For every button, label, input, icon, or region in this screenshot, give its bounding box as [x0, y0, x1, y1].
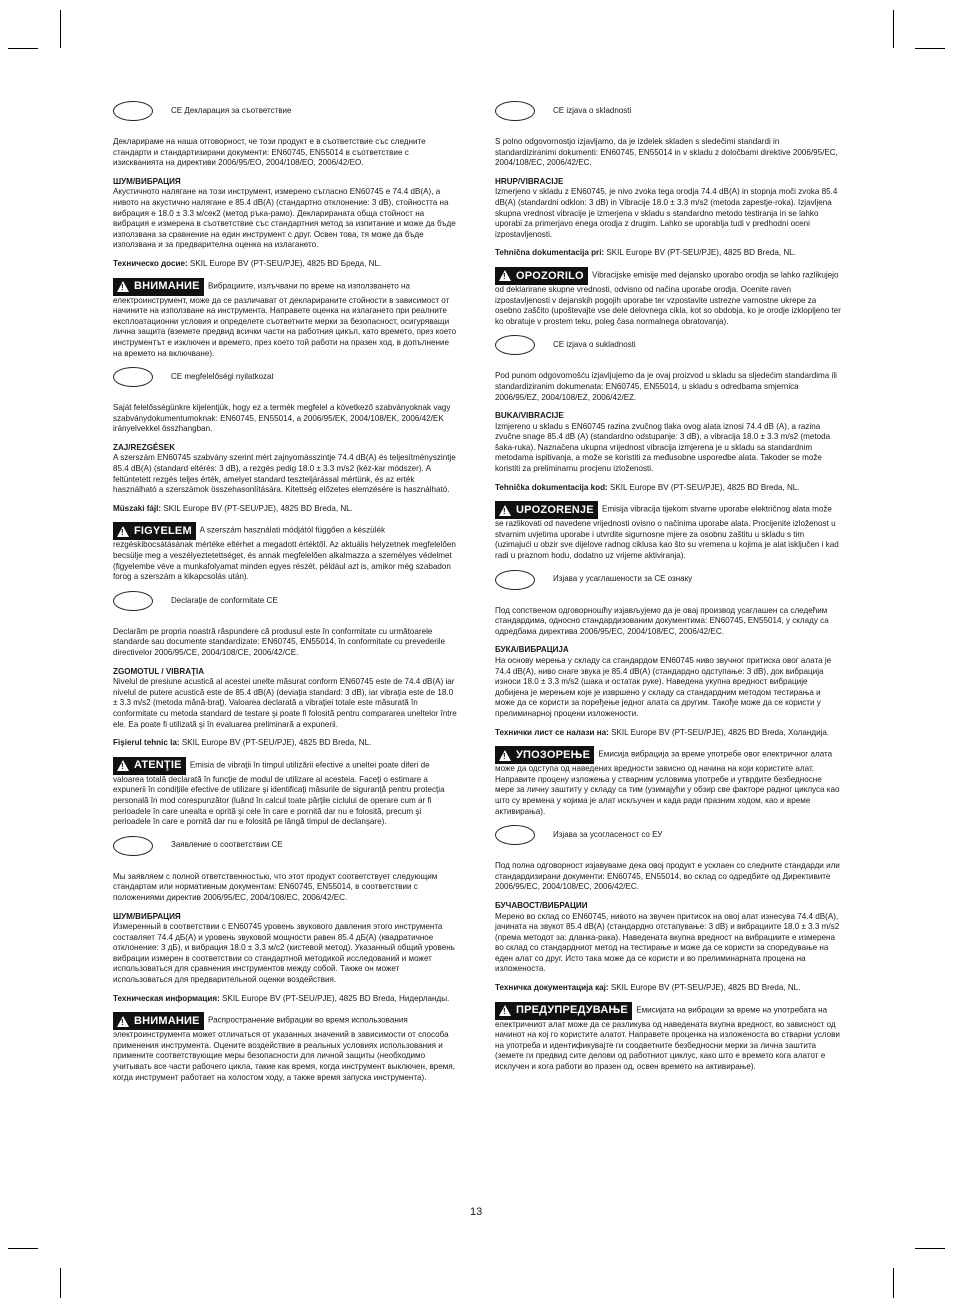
noise-heading: HRUP/VIBRACIJE	[495, 176, 564, 186]
warning-label: OPOZORILO	[516, 269, 584, 282]
ce-heading	[495, 101, 841, 121]
warning-label: UPOZORENJE	[516, 503, 594, 516]
tech-file-value: SKIL Europe BV (PT-SEU/PJE), 4825 BD Breda, NL.	[161, 503, 353, 513]
ce-logo-oval-icon	[113, 836, 153, 856]
warning-badge	[113, 522, 196, 540]
right-column	[495, 101, 841, 1081]
warning-label: ATENŢIE	[134, 759, 182, 772]
warning-paragraph	[113, 278, 459, 360]
ce-logo-oval-icon	[495, 570, 535, 590]
declaration-text: Декларираме на наша отговорност, че този продукт е в съответствие със следните стандарти и стандартизирани документи: EN60745, EN55014 в съответствие с изискванията на директиви 2006/95/EO, 2004/108/EO, 2006/42/EO.	[113, 137, 426, 168]
warning-badge	[113, 1012, 204, 1030]
noise-text: На основу мерења у складу са стандардом EN60745 ниво звучног притиска овог алата је 74.4 dB(A), ниво снаге звука је 85.4 dB(A) (стандардно одступање: 3 dB), док вибрација износи 18.0 ± 3.3 m/s2 (шака и остатак руке). Наведена укупна вредност вибрације добијена је мерењем које је извршено у складу са стандардним методом тестирања и може да се користи за поређење једног алата са другим. Такође може да се користи у прелиминарној процени изложености.	[495, 656, 832, 718]
noise-text: Izmerjeno v skladu z EN60745, je nivo zvoka tega orodja 74.4 dB(A) in stopnja moči zvoka 85.4 dB(A) (standardni odklon: 3 dB) in Vibracije 18.0 ± 3.3 m/s2 (metoda zapestje-roka). Izjavljena skupna vrednost vibracije je izmerjena v skladu s standardno metodo testiranja in se lahko uporabi za primerjavo enega orodja z drugim. Lahko se uporablja tudi v predhodni oceni izpostavljenosti.	[495, 187, 838, 239]
warning-text: Распространение вибрации во время использования электроинструмента может отличаться от указанных значений в зависимости от способа применения инструмента. Оцените воздействие в реальных условиях использования и примените соответствующие меры безопасности для личной защиты (необходимо учитывать все части рабочего цикла, такие как время, когда инструмент выключен, время, когда инструмент работает на холостом ходу, а также время запуска инструмента).	[113, 1015, 456, 1082]
noise-text: Nivelul de presiune acustică al acestei unelte măsurat conform EN60745 este de 74.4 dB(A) iar nivelul de putere acustică este de 85.4 dB(A) (deviaţia standard: 3 dB), iar vibraţia este de 18.0 ± 3.3 m/s2 (metoda mână-braţ). Valoarea declarată a vibraţiei totale este măsurată în conformitate cu metoda standard de testare şi poate fi folosită pentru compararea uneltelor între ele. Ea poate fi utilizată şi în evaluarea preliminară a expunerii.	[113, 677, 457, 729]
warning-badge	[495, 267, 588, 285]
warning-triangle-icon	[117, 1016, 129, 1027]
tech-file-line	[113, 994, 459, 1005]
ce-heading	[495, 825, 841, 845]
ce-title: CE Декларация за съответствие	[171, 105, 292, 115]
warning-text: Вибрациите, излъчвани по време на използването на електроинструмент, може да се различават от декларираните стойности в зависимост от начините на използване на инструмента. Направете оценка на излагането при реалните експлоатационни условия и определете съответните мерки за безопасност, осигуряващи лична защита (вземете предвид всички части на работния цикъл, като времето, през което инструментът е изключен и времето, през което той работи на празен ход, в допълнение на времето на включване).	[113, 281, 457, 358]
section-bg	[113, 101, 459, 359]
warning-text: Vibracijske emisije med dejansko uporabo orodja se lahko razlikujejo od deklarirane skupne vrednosti, odvisno od načina uporabe orodja. Ocenite raven izpostavljenosti v dejanskih pogojih uporabe ter vzpostavite ustrezne varnostne ukrepe za osebno zaščito (upoštevajte vse dele delovnega cikla, kot so obdobja, ko je orodje izklopljeno ter ko obratuje v prostem teku, poleg časa normalnega obratovanja).	[495, 270, 841, 326]
warning-badge	[495, 746, 594, 764]
section-hu	[113, 367, 459, 583]
crop-mark	[915, 1248, 945, 1249]
page-number: 13	[470, 1206, 483, 1218]
noise-heading: ZGOMOTUL / VIBRAŢIA	[113, 666, 205, 676]
noise-heading: БУЧАВОСТ/ВИБРАЦИИ	[495, 900, 588, 910]
warning-label: ВНИМАНИЕ	[134, 1014, 200, 1027]
warning-paragraph	[495, 267, 841, 327]
warning-text: Emisia de vibraţii în timpul utilizării efective a uneltei poate diferi de valoarea totală declarată în funcţie de modul de utilizare al acesteia. Faceţi o estimare a expunerii în condiţiile efective de utilizare şi identificaţi măsurile de siguranţă pentru protecţia personală în mod corespunzător (luând în calcul toate părţile ciclului de operare cum ar fi perioadele în care unealta e oprită şi cele în care e pornită dar nu e folosită, precum şi perioadele în care e pornită dar nu e folosită pe lângă timpul de declanşare).	[113, 760, 445, 827]
left-column	[113, 101, 459, 1091]
ce-logo-oval-icon	[495, 101, 535, 121]
warning-paragraph	[113, 1012, 459, 1083]
tech-file-label: Fişierul tehnic la:	[113, 738, 180, 748]
warning-text: Емисијата на вибрации за време на употребата на електричниот алат може да се разликува од наведената вкупна вредност, во зависност од начинот на кој го користите алатот. Направете проценка на изложеноста во стварни услови на употреба и идентификувајте ги соодветните безбедносни мерки за лична заштита (земете ги предвид сите делови од работниот циклус, како што е времето кога алатот е исклучен и кога работи во празен од, освен времето на активирање).	[495, 1005, 840, 1072]
ce-title: CE megfelelőségi nyilatkozat	[171, 371, 274, 381]
warning-badge	[495, 1002, 632, 1020]
warning-triangle-icon	[117, 281, 129, 292]
tech-file-line	[495, 728, 841, 739]
crop-mark	[893, 10, 894, 48]
ce-title: Заявление о соответствии CE	[171, 840, 283, 850]
warning-paragraph	[113, 522, 459, 582]
warning-badge	[113, 757, 186, 775]
ce-logo-oval-icon	[113, 101, 153, 121]
ce-logo-oval-icon	[495, 825, 535, 845]
section-ru	[113, 836, 459, 1084]
declaration-text: Saját felelősségünkre kijelentjük, hogy ez a termék megfelel a következő szabványoknak vagy szabványdokumentumoknak: EN60745, EN55014, a 2006/95/EK, 2004/108/EK, 2006/42/EK irányelvekkel összhangban.	[113, 403, 451, 434]
noise-text: Izmjereno u skladu s EN60745 razina zvučnog tlaka ovog alata iznosi 74.4 dB (A), a razina zvučne snage 85.4 dB (A) (standardno odstupanje: 3 dB), a vibracija 18.0 ± 3.3 m/s2 (metoda šaka-ruka). Naznačena ukupna vrijednost vibracija izmjerena je u skladu sa standardnim metodama ispitivanja, a može se koristiti za međusobne usporedbe alata. Takoder se može koristiti za preliminarnu procjenu izloženosti.	[495, 421, 831, 474]
noise-text: Измеренный в соответствии с EN60745 уровень звукового давления этого инструмента составляет 74.4 дБ(А) и уровень звуковой мощности равен 85.4 дБ(А) (квадратичное отклонение: 3 дБ), и вибрация 18.0 ± 3.3 м/с2 (кистевой метод). Указанный общий уровень вибрации измерен в соответствии со стандартной методикой исследований и может использоваться для сравнения инструментов между собой. Также он может использоваться для предварительной оценки воздействия.	[113, 922, 455, 985]
ce-heading	[113, 367, 459, 387]
ce-heading	[495, 570, 841, 590]
declaration-text: Declarăm pe propria noastră răspundere că produsul este în conformitate cu următoarele standarde sau documente standardizate: EN60745, EN55014, în conformitate cu prevederile directivelor 2006/95/CE, 2004/108/CE, 2006/42/CE.	[113, 626, 446, 657]
noise-heading: ШУМ/ВИБРАЦИЯ	[113, 176, 181, 186]
ce-heading	[113, 101, 459, 121]
tech-file-label: Техническая информация:	[113, 993, 220, 1003]
noise-heading: ZAJ/REZGÉSEK	[113, 442, 176, 452]
noise-heading: БУКА/ВИБРАЦИЈА	[495, 645, 569, 655]
ce-heading	[113, 591, 459, 611]
warning-paragraph	[113, 757, 459, 828]
warning-label: УПОЗОРЕЊЕ	[516, 748, 591, 761]
noise-heading: ШУМ/ВИБРАЦИЯ	[113, 911, 181, 921]
tech-file-label: Технички лист се налази на:	[495, 727, 609, 737]
crop-mark	[893, 1268, 894, 1298]
tech-file-label: Müszaki fájl:	[113, 503, 162, 513]
tech-file-line	[495, 983, 841, 994]
warning-paragraph	[495, 746, 841, 817]
section-sr	[495, 570, 841, 818]
tech-file-value: SKIL Europe BV (PT-SEU/PJE), 4825 BD Бреда, NL.	[187, 258, 382, 268]
ce-logo-oval-icon	[113, 367, 153, 387]
warning-text: A szerszám használati módjától függően a készülék rezgéskibocsátásának mértéke eltérhet a megadott értéktől. Az aktuális helyzetnek megfelelően becsülje meg a veszélyeztetettséget, és annak megfelelően alkalmazza a személyes védelmet (figyelembe véve a munkafolyamat minden egyes részét, például azt is, amikor még szabadon forog a szerszám a kikapcsolás után).	[113, 525, 456, 582]
warning-label: ПРЕДУПРЕДУВАЊЕ	[516, 1004, 628, 1017]
tech-file-value: SKIL Europe BV (PT-SEU/PJE), 4825 BD Breda, NL.	[604, 248, 796, 258]
ce-title: Declaraţie de conformitate CE	[171, 595, 278, 605]
declaration-text: S polno odgovornostjo izjavljamo, da je izdelek skladen s sledečimi standardi in standardiziranimi dokumenti: EN60745, EN55014 in v skladu z določbami direktive 2006/95/EC, 2004/108/EC, 2006/42/EC.	[495, 137, 838, 168]
section-ro	[113, 591, 459, 828]
warning-badge	[495, 501, 598, 519]
warning-text: Emisija vibracija tijekom stvarne uporabe električnog alata može se razlikovati od navedene vrijednosti ovisno o načinima uporabe alata. Procijenite izloženost u stvarnim uvjetima uporabe i utvrdite sigurnosne mjere za osobnu zaštitu u skladu s tim (uzimajući u obzir sve dijelove radnog ciklusa kao što su vremena u kojima je alat isključen i kad radi u praznom hodu, dodatno uz vrijeme aktiviranja).	[495, 504, 839, 561]
section-hr	[495, 335, 841, 561]
tech-file-line	[495, 248, 841, 259]
tech-file-value: SKIL Europe BV (PT-SEU/PJE), 4825 BD Breda, Нидерланды.	[219, 993, 450, 1003]
ce-title: CE izjava o skladnosti	[553, 105, 632, 115]
warning-badge	[113, 278, 204, 296]
warning-label: ВНИМАНИЕ	[134, 280, 200, 293]
crop-mark	[8, 1248, 38, 1249]
tech-file-value: SKIL Europe BV (PT-SEU/PJE), 4825 BD Breda, NL.	[179, 738, 372, 748]
tech-file-line	[113, 259, 459, 270]
warning-triangle-icon	[499, 1005, 511, 1016]
noise-text: Мерено во склад со EN60745, нивото на звучен притисок на овој алат изнесува 74.4 dB(A), јачината на звукот 85.4 dB(A) (стандардно отстапување: 3 dB) и вибрациите 18.0 ± 3.3 m/s2 (према методот за: дланка-рака). Наведената вкупна вредност на вибрациите е измерена во склад со стандардниот метод на тестирање и може да се користи за споредување на еден алат со друг. Исто така може да се користи и во прелиминарната процена на изложеноста.	[495, 911, 840, 974]
tech-file-line	[113, 738, 459, 749]
tech-file-label: Техническо досие:	[113, 258, 188, 268]
noise-text: A szerszám EN60745 szabvány szerint mért zajnyomásszintje 74.4 dB(A) és teljesítményszintje 85.4 dB(A) (standard eltérés: 3 dB), a rezgés pedig 18.0 ± 3.3 m/s2 (kéz-kar módszer). A feltüntetett rezgés teljes érték, amelyet standard teszteljárással mértünk, és az erték használható a szerszámok összehasonlítására. Kitettség előzetes elemzésére is használható.	[113, 453, 456, 495]
tech-file-label: Tehnična dokumentacija pri:	[495, 248, 605, 258]
crop-mark	[60, 1268, 61, 1298]
tech-file-line	[495, 483, 841, 494]
declaration-text: Мы заявляем с полной ответственностью, что этот продукт соответствует следующим стандартам или нормативным документам: EN60745, EN55014, в соответствии с положениями директив 2006/95/EC, 2004/108/EC, 2006/42/EC.	[113, 871, 438, 902]
warning-paragraph	[495, 501, 841, 561]
declaration-text: Под сопственом одговорношћу изјављујемо да је овај производ усаглашен са следећим стандардима, односно стандардизованим документима: EN60745, EN55014, у складу са одредбама директива 2006/95/EC, 2004/108/EC, 2006/42/EC.	[495, 605, 829, 636]
declaration-text: Под полна одговорност изјавуваме дека овој продукт е усклаен со следните стандарди или стандардизирани документи: EN60745, EN55014, во склад со одредбите од Директивите 2006/95/EC, 2004/108/EC, 2006/42/EC.	[495, 861, 840, 892]
ce-logo-oval-icon	[113, 591, 153, 611]
warning-triangle-icon	[499, 505, 511, 516]
noise-heading: BUKA/VIBRACIJE	[495, 411, 564, 421]
tech-file-value: SKIL Europe BV (PT-SEU/PJE), 4825 BD Breda, Холандија.	[608, 727, 830, 737]
crop-mark	[8, 48, 38, 49]
ce-heading	[495, 335, 841, 355]
declaration-text: Pod punom odgovornošću izjavljujemo da je ovaj proizvod u skladu sa sljedećim standardima ili standardiziranim dokumenata: EN60745, EN55014, u skladu s odredbama smjernica 2006/95/EZ, 2004/108/EZ, 2006/42/EZ.	[495, 371, 837, 402]
warning-triangle-icon	[117, 526, 129, 537]
tech-file-label: Техничка документација кај:	[495, 983, 609, 993]
ce-logo-oval-icon	[495, 335, 535, 355]
ce-title: CE izjava o sukladnosti	[553, 340, 636, 350]
warning-triangle-icon	[117, 760, 129, 771]
crop-mark	[60, 10, 61, 48]
section-mk	[495, 825, 841, 1073]
tech-file-value: SKIL Europe BV (PT-SEU/PJE), 4825 BD Breda, NL.	[608, 983, 801, 993]
section-sl	[495, 101, 841, 327]
tech-file-line	[113, 504, 459, 515]
ce-title: Изјава за усогласеност со ЕУ	[553, 829, 663, 839]
warning-triangle-icon	[499, 270, 511, 281]
warning-paragraph	[495, 1002, 841, 1073]
tech-file-value: SKIL Europe BV (PT-SEU/PJE), 4825 BD Breda, NL.	[607, 482, 800, 492]
warning-label: FIGYELEM	[134, 525, 192, 538]
crop-mark	[915, 48, 945, 49]
tech-file-label: Tehnička dokumentacija kod:	[495, 482, 608, 492]
ce-heading	[113, 836, 459, 856]
ce-title: Изјава у усаглашености за CE ознаку	[553, 574, 693, 584]
noise-text: Акустичното налягане на този инструмент, измерено съгласно EN60745 е 74.4 dB(A), а нивото на акустично налягане е 85.4 dB(A) (стандартно отклонение: 3 dB), стойността на вибрация е 18.0 ± 3.3 м/сек2 (метод ръка-рамо). Декларираната обща стойност на вибрация е измерена в съответствие със стандартния метод за изпитание и може да бъде използвана за сравнение на един инструмент с друг. Освен това, тя може да бъде използвана и за предварителна оценка на излагането.	[113, 187, 456, 250]
warning-triangle-icon	[499, 750, 511, 761]
warning-text: Емисија вибрација за време употребе овог електричног алата може да одступа од наведених вредности зависно од начина на који користите алат. Направите процену изложења у стварним условима употребе и утврдите безбедносне мере за личну заштиту у складу са тим (узимајући у обзир све факторе радног циклуса као што су времена у којима је алат искључен и када ради празним ходом, као и време активирања).	[495, 749, 840, 816]
